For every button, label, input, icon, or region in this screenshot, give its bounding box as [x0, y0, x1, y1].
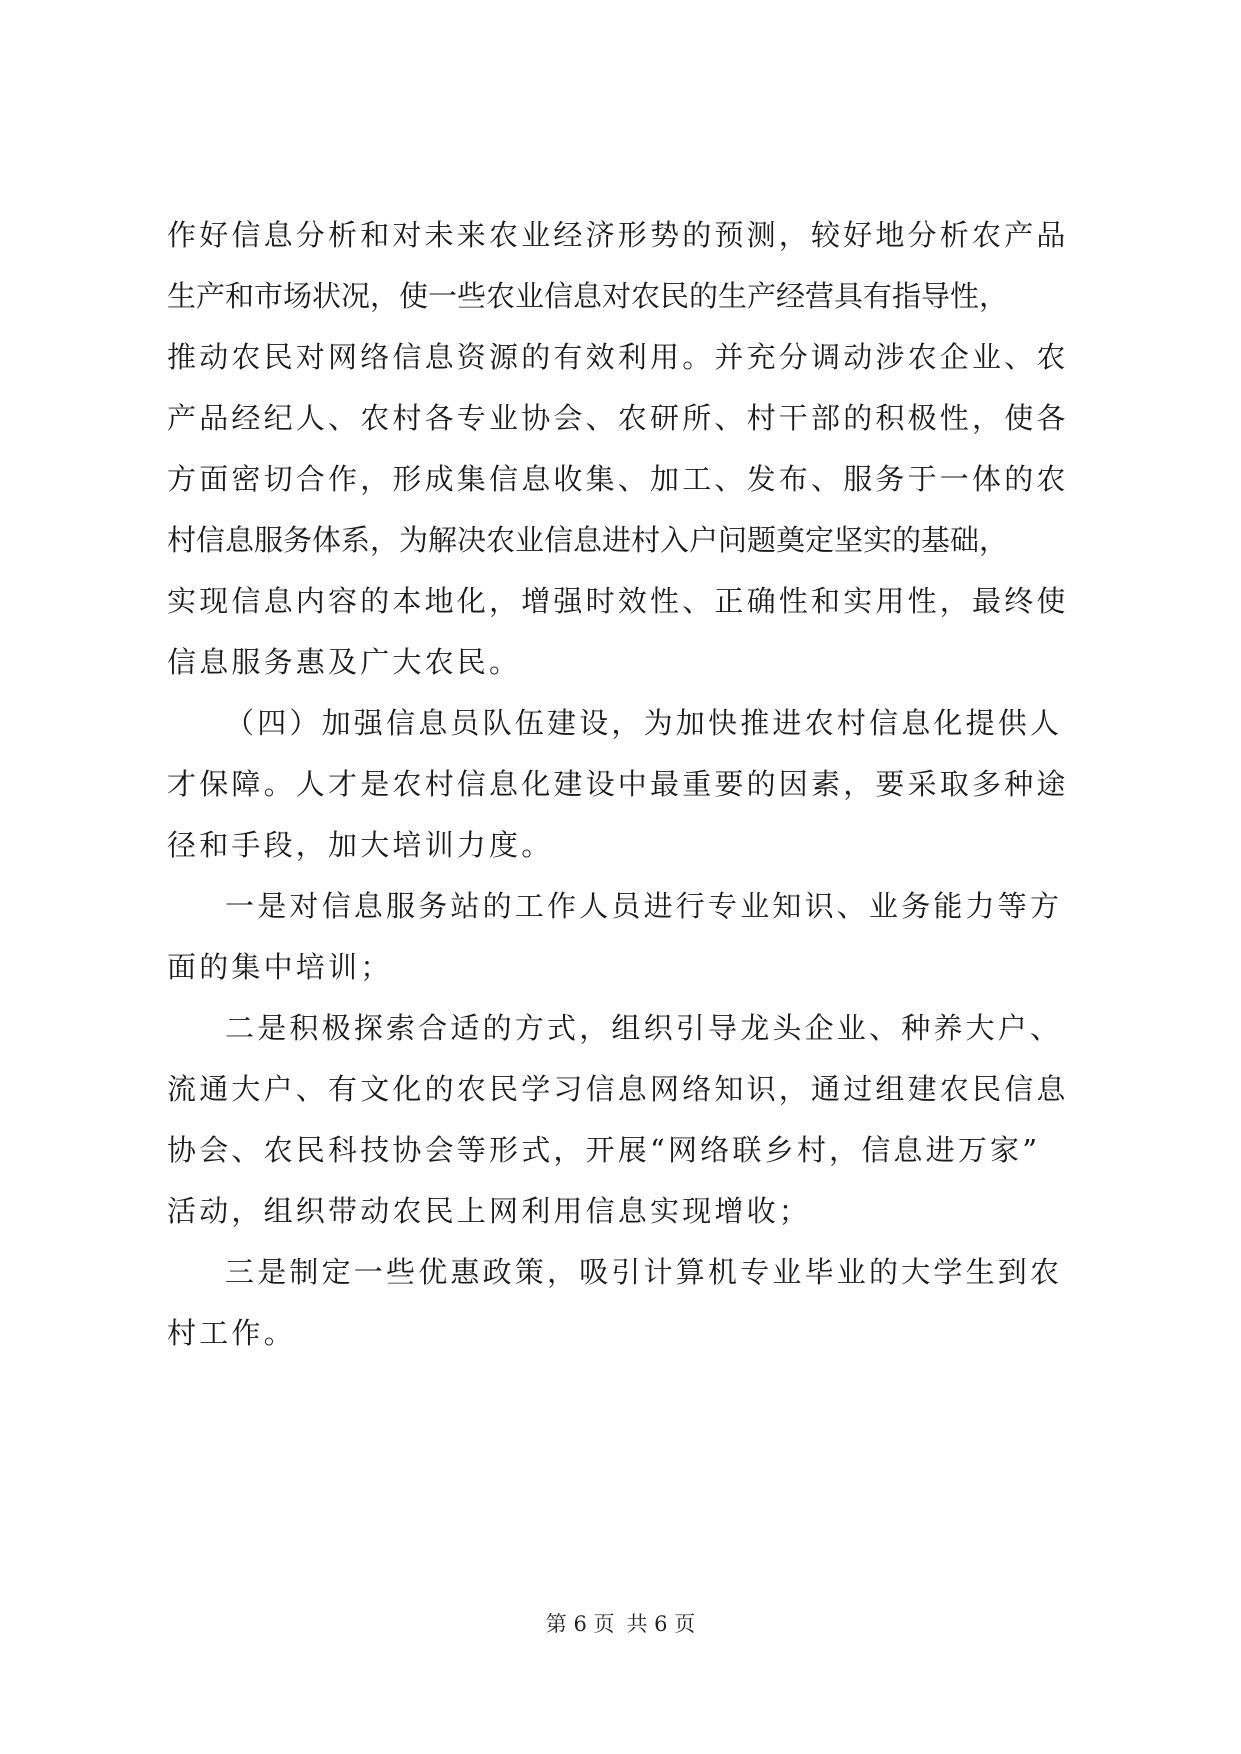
- text-line: 一是对信息服务站的工作人员进行专业知识、业务能力等方: [225, 889, 1063, 923]
- text-line: 二是积极探索合适的方式，组织引导龙头企业、种养大户、: [225, 1011, 1063, 1045]
- text-line: 面的集中培训；: [167, 950, 393, 984]
- text-line: 协会、农民科技协会等形式，开展“网络联乡村，信息进万家”: [167, 1133, 1041, 1167]
- paragraph-1: [167, 205, 1082, 693]
- text-line: 活动，组织带动农民上网利用信息实现增收；: [167, 1194, 812, 1228]
- text-line: 推动农民对网络信息资源的有效利用。并充分调动涉农企业、农: [167, 340, 1069, 374]
- text-line: 信息服务惠及广大农民。: [167, 645, 522, 679]
- text-line: 村信息服务体系，为解决农业信息进村入户问题奠定坚实的基础，: [167, 523, 1009, 557]
- paragraph-4: [167, 998, 1082, 1242]
- text-line: 产品经纪人、农村各专业协会、农研所、村干部的积极性，使各: [167, 401, 1069, 435]
- text-line: 径和手段，加大培训力度。: [167, 828, 554, 862]
- text-line: 实现信息内容的本地化，增强时效性、正确性和实用性，最终使: [167, 584, 1069, 618]
- text-line: 作好信息分析和对未来农业经济形势的预测，较好地分析农产品: [167, 218, 1069, 252]
- page-number-current: 第 6 页: [545, 1612, 615, 1636]
- text-line: 生产和市场状况，使一些农业信息对农民的生产经营具有指导性，: [167, 279, 1009, 313]
- page-number-total: 共 6 页: [626, 1612, 696, 1636]
- paragraph-3: [167, 876, 1082, 998]
- text-line: 流通大户、有文化的农民学习信息网络知识，通过组建农民信息: [167, 1072, 1069, 1106]
- text-line: 村工作。: [167, 1316, 296, 1350]
- text-line: 方面密切合作，形成集信息收集、加工、发布、服务于一体的农: [167, 462, 1069, 496]
- text-line: （四）加强信息员队伍建设，为加快推进农村信息化提供人: [225, 706, 1063, 740]
- document-body: [167, 205, 1082, 1364]
- text-line: 才保障。人才是农村信息化建设中最重要的因素，要采取多种途: [167, 767, 1069, 801]
- page-footer: [0, 1609, 1241, 1639]
- text-line: 三是制定一些优惠政策，吸引计算机专业毕业的大学生到农: [225, 1255, 1063, 1289]
- paragraph-5: [167, 1242, 1082, 1364]
- paragraph-2: [167, 693, 1082, 876]
